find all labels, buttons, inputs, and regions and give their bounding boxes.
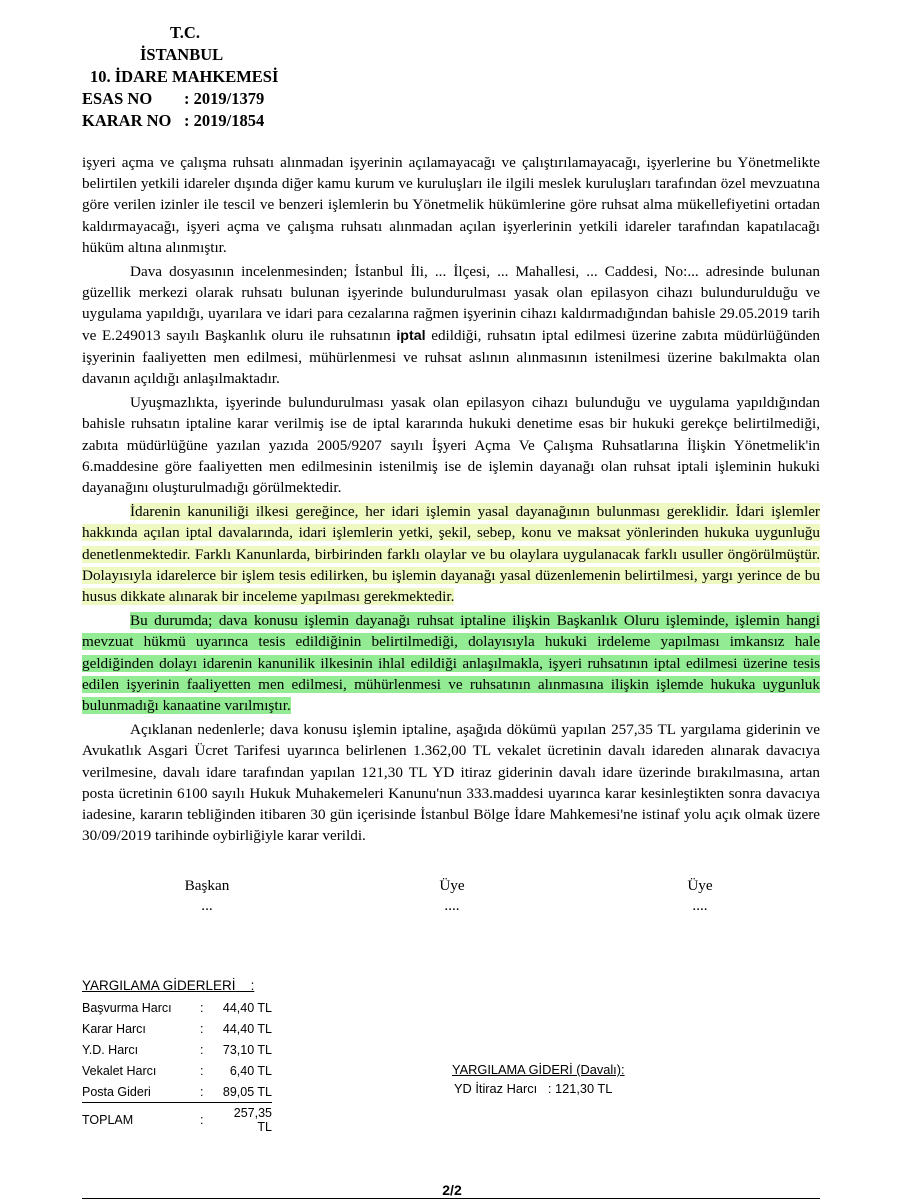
defendant-costs-block [452,1062,625,1096]
paragraph-3: Uyuşmazlıkta, işyerinde bulundurulması yasak olan epilasyon cihazı bulunduğu ve uygulama yapıldığından bahisle ruhsatın iptaline karar verilmiş ise de iptal kararında hukuki denetime esas bir hukuki gerekçe belirtilmediği, zabıta müdürlüğüne yazılan yazıda 2005/9207 sayılı İşyeri Açma Ve Çalışma Ruhsatlarına İlişkin Yönetmelik'in 6.maddesine göre faaliyetten men edilmesinin istenilmiş ise de işlemin dayanağı olan ruhsat iptali işleminin hukuki dayanağını oluşturulmadığı görülmektedir. [82,394,820,497]
karar-row [82,110,278,132]
signature-uye-1 [392,876,512,916]
total-row [82,1103,272,1138]
cost-sep: : [200,1000,204,1015]
cost-label: Vekalet Harcı [82,1063,157,1078]
page-number: 2/2 [442,1182,462,1198]
cost-sep: : [200,1042,204,1057]
signature-role: Başkan [184,877,230,894]
highlight-green: Bu durumda; dava konusu işlemin dayanağı ruhsat iptaline ilişkin Başkanlık Oluru işleminde, işlemin hangi mevzuat hükmü uyarınca tesis edildiğinin belirtilmediği, dolayısıyla hukuki irdeleme yapılması imkansız hale geldiğinden dolayı idarenin kanunilik ilkesinin ihlal edildiği anlaşılmakla, işyeri ruhsatının iptal edilmesi üzerine tesis edilen işyerinin faaliyetten men edilmesi, mühürlenmesi ve ruhsatının alınmasına ilişkin işlemde hukuka uygunluk bulunmadığı kanaatine varılmıştır. [82,612,820,715]
total-sep: : [200,1103,216,1138]
highlight-yellow: İdarenin kanuniliği ilkesi gereğince, her idari işlemin yasal dayanağının bulunması gereklidir. İdari işlemler hakkında açılan iptal davalarında, idari işlemlerin yetki, şekil, sebep, konu ve maksat yönlerinden hukuka uygunluğu denetlenmektedir. Farklı Kanunlarda, birbirinden farklı olaylar ve bu olaylara uygulanacak farklı usuller öngörülmüştür. Dolayısıyla idarelerce bir işlem tesis edilirken, bu işlemin dayanağı yasal düzenlemenin belirtilmesi, yargı yerince de bu husus dikkate alınarak bir inceleme yapılması gerekmektedir. [82,503,820,606]
esas-value: : 2019/1379 [184,89,265,108]
defendant-costs-title: YARGILAMA GİDERİ (Davalı): [452,1062,625,1077]
cost-sep: : [200,1021,204,1036]
document-body [82,152,820,850]
signature-name: ... [201,897,213,914]
header-court: 10. İDARE MAHKEMESİ [90,67,279,86]
paragraph-1: işyeri açma ve çalışma ruhsatı alınmadan işyerinin açılamayacağı ve çalıştırılamayacağı, işyerlerine bu Yönetmelikte belirtilen yetkili idareler dışında diğer kamu kurum ve kuruluşları ile ilgili meslek kuruluşları tarafından özel mevzuatına göre verilen izinler ile tescil ve benzeri işlemlerin bu Yönetmelik hükümlerine göre ruhsat alma mükellefiyetini ortadan kaldırmayacağı, işyeri açma ve çalışma ruhsatı alınmadan açılan işyerlerinin yetkili idareler tarafından kapatılacağı hüküm altına alınmıştır. [82,154,820,256]
footer-divider [82,1198,820,1199]
signature-uye-2 [640,876,760,916]
esas-row [82,88,278,110]
cost-value: 73,10 TL [222,1042,272,1057]
costs-title [82,978,272,993]
cost-value: 6,40 TL [229,1063,272,1078]
cost-label: Başvurma Harcı [82,1000,172,1015]
paragraph-2-bold: iptal [396,327,426,344]
cost-label: Posta Gideri [82,1084,151,1099]
paragraph-2-a: Dava dosyasının incelenmesinden; İstanbul İli, ... İlçesi, ... Mahallesi, ... Caddesi, No:... adresinde bulunan güzellik merkezi olarak ruhsatı bulunan işyerinde bulundurulması yasak olan epilasyon cihazı bulundurulduğu ve uygulama yapıldığı, uyarılara ve idari para cezalarına rağmen işyerinin cihazı kaldırmadığından bahisle 29.05.2019 tarih ve E.249013 sayılı Başkanlık oluru ile ruhsatının [82,263,820,344]
total-label: TOPLAM [82,1103,200,1138]
cost-value: 44,40 TL [222,1021,272,1036]
paragraph-2-b: edildiği, ruhsatın iptal edilmesi üzerine zabıta müdürlüğünden işyerinin faaliyetten men edilmesi, mühürlenmesi ve ruhsat aslının alınmasının istenilmesi üzerine bakılmakta olan davanın açıldığı anlaşılmaktadır. [82,326,820,388]
signature-role: Üye [439,877,465,894]
cost-sep: : [200,1084,204,1099]
paragraph-2 [82,261,820,389]
header-tc: T.C. [170,23,200,42]
costs-table [82,997,272,1137]
document-header [82,22,278,132]
signature-name: .... [444,897,460,914]
karar-value: : 2019/1854 [184,111,265,130]
esas-label: ESAS NO [82,89,153,108]
cost-label: Karar Harcı [82,1021,146,1036]
table-row [82,1039,272,1060]
cost-sep: : [200,1063,204,1078]
karar-label: KARAR NO [82,111,172,130]
cost-label: Y.D. Harcı [82,1042,139,1057]
paragraph-4 [82,501,820,607]
table-row [82,1081,272,1103]
costs-table-block [82,978,272,1137]
paragraph-5 [82,610,820,716]
table-row [82,1018,272,1039]
costs-title-text: YARGILAMA GİDERLERİ [82,978,236,993]
header-city: İSTANBUL [140,45,224,64]
table-row [82,1060,272,1081]
table-row [82,997,272,1018]
signature-role: Üye [687,877,713,894]
total-value: 257,35 TL [216,1103,272,1138]
cost-value: 44,40 TL [222,1000,272,1015]
cost-value: 89,05 TL [222,1084,272,1099]
defendant-cost-item: YD İtiraz Harcı : 121,30 TL [454,1081,613,1096]
paragraph-6: Açıklanan nedenlerle; dava konusu işlemin iptaline, aşağıda dökümü yapılan 257,35 TL yargılama giderinin ve Avukatlık Asgari Ücret Tarifesi uyarınca belirlenen 1.362,00 TL vekalet ücretinin davalı idareden alınarak davacıya verilmesine, davalı idare tarafından yapılan 121,30 TL YD itiraz giderinin davalı idare üzerinde bırakılmasına, artan posta ücretinin 6100 sayılı Hukuk Muhakemeleri Kanunu'nun 333.maddesi uyarınca karar kesinleştikten sonra davacıya iadesine, kararın tebliğinden itibaren 30 gün içerisinde İstanbul Bölge İdare Mahkemesi'ne istinaf yolu açık olmak üzere 30/09/2019 tarihinde oybirliğiyle karar verildi. [82,721,820,845]
costs-title-colon: : [250,978,255,993]
signature-name: .... [692,897,708,914]
signature-baskan [147,876,267,916]
